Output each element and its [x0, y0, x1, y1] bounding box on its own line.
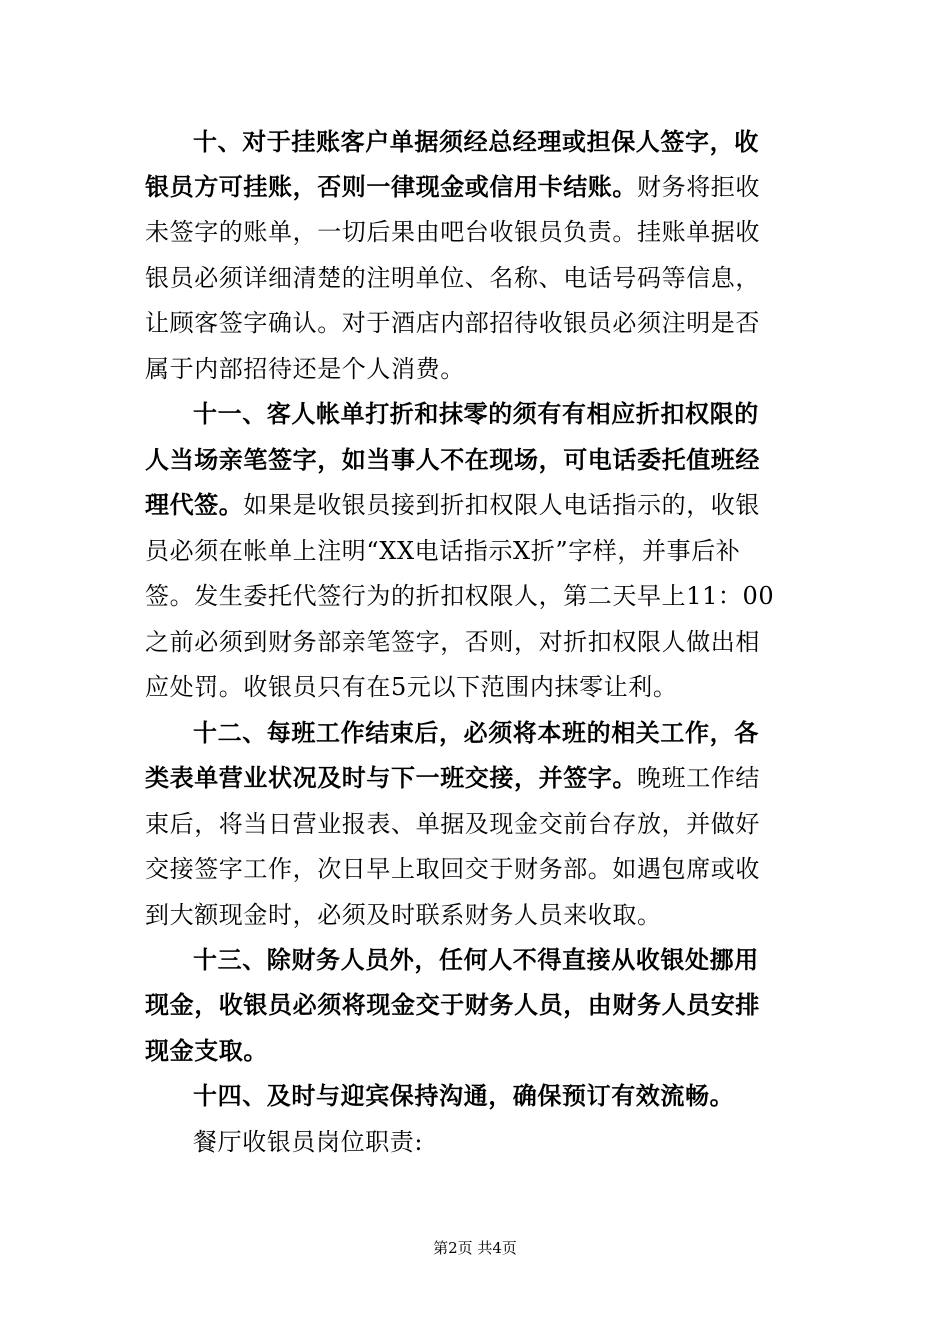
- text-line: [145, 490, 760, 520]
- body-text: 束后，将当日营业报表、单据及现金交前台存放，并做好: [145, 810, 760, 838]
- bold-text: 现金，收银员必须将现金交于财务人员，由财务人员安排: [145, 991, 760, 1019]
- body-text: 如果是收银员接到折扣权限人电话指示的，收银: [243, 491, 761, 519]
- bold-text: 十四、及时与迎宾保持沟通，确保预订有效流畅。: [193, 1082, 735, 1110]
- body-text: 属于内部招待还是个人消费。: [145, 355, 465, 383]
- text-line: [145, 263, 760, 293]
- body-text: 餐厅收银员岗位职责:: [193, 1128, 424, 1156]
- text-line: [145, 672, 677, 702]
- bold-text: 人当场亲笔签字，如当事人不在现场，可电话委托值班经: [145, 446, 760, 474]
- bold-text: 理代签。: [145, 491, 244, 519]
- text-line: [145, 1036, 268, 1066]
- body-text: 之前必须到财务部亲笔签字，否则，对折扣权限人做出相: [145, 628, 760, 656]
- bold-text: 银员方可挂账，否则一律现金或信用卡结账。: [145, 173, 637, 201]
- text-line: [145, 763, 760, 793]
- text-line: [193, 945, 759, 975]
- text-line: [193, 1081, 734, 1111]
- text-line: [193, 1127, 423, 1157]
- text-line: [145, 990, 760, 1020]
- text-line: [145, 581, 774, 611]
- text-line: [145, 445, 760, 475]
- bold-text: 十一、客人帐单打折和抹零的须有有相应折扣权限的: [193, 400, 759, 428]
- bold-text: 现金支取。: [145, 1037, 268, 1065]
- body-text: 财务将拒收: [637, 173, 760, 201]
- text-line: [193, 399, 759, 429]
- body-text: 签。发生委托代签行为的折扣权限人，第二天早上11：00: [145, 582, 775, 610]
- text-line: [145, 172, 760, 202]
- text-line: [145, 854, 760, 884]
- bold-text: 十三、除财务人员外，任何人不得直接从收银处挪用: [193, 946, 759, 974]
- text-line: [145, 809, 760, 839]
- text-line: [145, 900, 662, 930]
- text-line: [145, 536, 740, 566]
- body-text: 未签字的账单，一切后果由吧台收银员负责。挂账单据收: [145, 218, 760, 246]
- body-text: 到大额现金时，必须及时联系财务人员来收取。: [145, 901, 662, 929]
- text-line: [193, 718, 759, 748]
- text-line: [145, 308, 760, 338]
- text-line: [145, 354, 465, 384]
- text-line: [145, 217, 760, 247]
- text-line: [193, 127, 759, 157]
- bold-text: 类表单营业状况及时与下一班交接，并签字。: [145, 764, 637, 792]
- bold-text: 十二、每班工作结束后，必须将本班的相关工作，各: [193, 719, 759, 747]
- bold-text: 十、对于挂账客户单据须经总经理或担保人签字，收: [193, 128, 759, 156]
- body-text: 应处罚。收银员只有在5元以下范围内抹零让利。: [145, 673, 678, 701]
- body-text: 银员必须详细清楚的注明单位、名称、电话号码等信息，: [145, 264, 760, 292]
- text-line: [145, 627, 760, 657]
- body-text: 让顾客签字确认。对于酒店内部招待收银员必须注明是否: [145, 309, 760, 337]
- body-text: 交接签字工作，次日早上取回交于财务部。如遇包席或收: [145, 855, 760, 883]
- page-footer: 第2页 共4页: [433, 1239, 517, 1257]
- body-text: 晚班工作结: [637, 764, 760, 792]
- body-text: 员必须在帐单上注明“XX电话指示X折”字样，并事后补: [145, 537, 741, 565]
